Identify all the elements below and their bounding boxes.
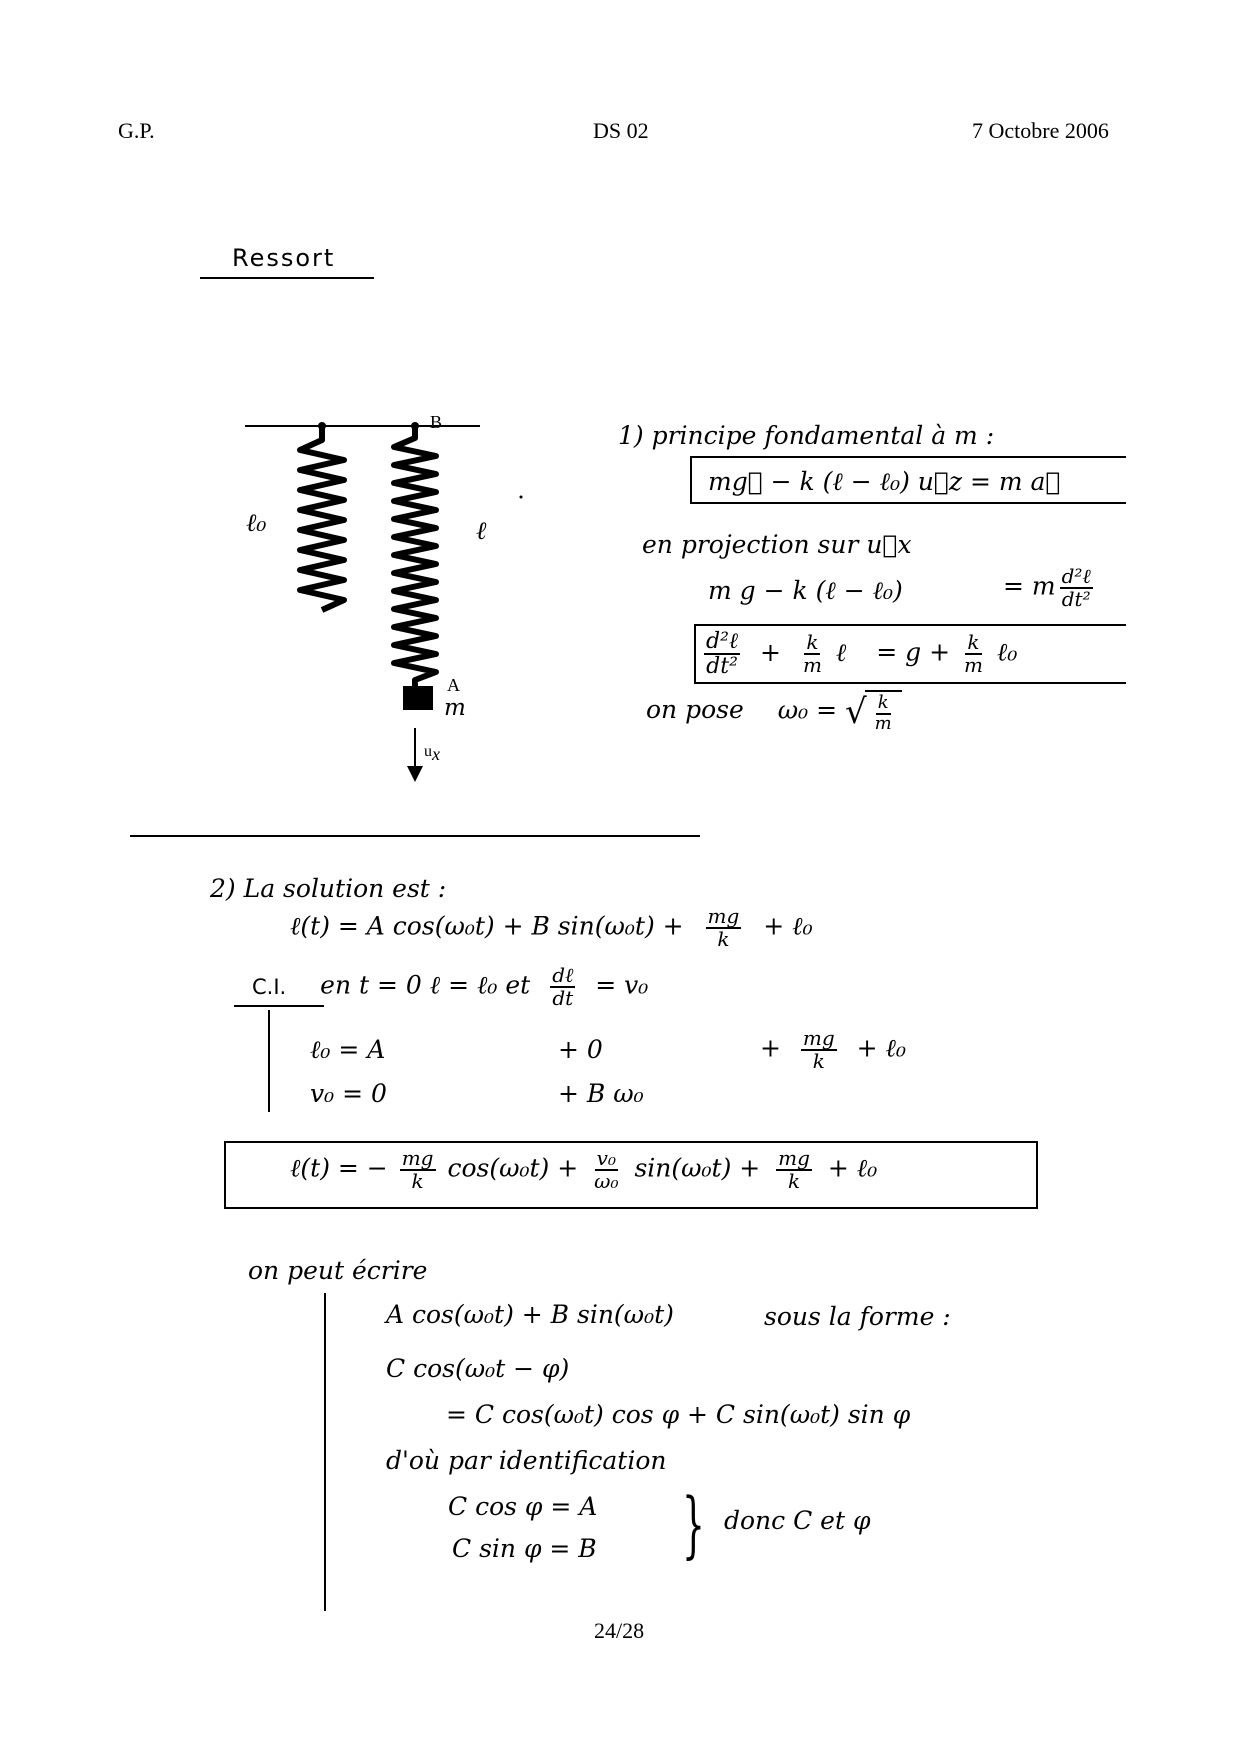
part3-line1: A cos(ω₀t) + B sin(ω₀t) <box>386 1300 674 1329</box>
ci-row2-a: v₀ = 0 <box>310 1079 387 1108</box>
header-center: DS 02 <box>593 118 649 143</box>
system-eq1: C cos φ = A <box>448 1492 598 1521</box>
eq2-right <box>1003 566 1097 610</box>
label-m: m <box>444 695 466 721</box>
ci-row2-b: + B ω₀ <box>558 1079 644 1108</box>
label-l: ℓ <box>476 516 487 545</box>
eq3-d2l: $\frac{\text{d²ℓ}}{\text{dt²}}$ <box>706 629 739 680</box>
label-A: A <box>447 675 460 695</box>
omega-def: on pose ω₀ = √ $\frac{k}{m}$ <box>646 690 902 734</box>
part1-heading: 1) principe fondamental à m : <box>618 421 995 450</box>
label-l0: ℓ₀ <box>246 508 267 537</box>
ci-row1-c: + $\frac{mg}{k}$ + ℓ₀ <box>760 1026 906 1073</box>
solution: ℓ(t) = A cos(ω₀t) + B sin(ω₀t) + $\frac{mg}{k}$ + ℓ₀ <box>290 904 813 951</box>
system-conclusion: donc C et φ <box>724 1506 871 1535</box>
page-number: 24/28 <box>594 1618 645 1643</box>
label-B-tick <box>444 425 480 427</box>
section-separator <box>130 835 700 837</box>
ci-bracket <box>268 1010 270 1112</box>
eq2-left: m g − k (ℓ − ℓ₀) <box>708 576 903 605</box>
solution-frac: $\frac{mg}{k}$ <box>707 904 740 951</box>
eq3-k2-over-m: $\frac{k}{m}$ <box>963 630 983 678</box>
ci-label: C.I. <box>252 974 287 999</box>
eq1: mg⃗ − k (ℓ − ℓ₀) u⃗z = m a⃗ <box>708 467 1061 496</box>
part3-line1-end: sous la forme : <box>764 1302 951 1331</box>
part3-line4: d'où par identification <box>386 1446 667 1475</box>
mass-block <box>403 686 433 710</box>
system-brace: } <box>682 1482 705 1566</box>
spring-rest <box>300 426 344 610</box>
part3-intro: on peut écrire <box>248 1256 428 1285</box>
part3-line2: C cos(ω₀t − φ) <box>386 1354 570 1383</box>
eq2-frac: $\frac{\text{d²ℓ}}{\text{dt²}}$ <box>1061 564 1091 611</box>
part3-line3: = C cos(ω₀t) cos φ + C sin(ω₀t) sin φ <box>446 1400 911 1429</box>
eq3-k-over-m: $\frac{k}{m}$ <box>802 630 822 678</box>
system-eq2: C sin φ = B <box>452 1534 597 1563</box>
ci-row1-a: ℓ₀ = A <box>310 1035 386 1064</box>
eq2-eq: = m <box>1003 571 1056 601</box>
section-title: Ressort <box>232 244 336 272</box>
stray-dot <box>520 496 523 499</box>
spring-stretched <box>394 426 436 688</box>
sqrt: √ $\frac{k}{m}$ <box>845 690 902 734</box>
ci-frac: $\frac{\text{dℓ}}{dt}$ <box>552 963 574 1010</box>
part3-bracket <box>324 1293 326 1611</box>
eq3: $\frac{\text{d²ℓ}}{\text{dt²}}$ + $\frac{k}{m}$ ℓ = g + $\frac{k}{m}$ ℓ₀ <box>706 629 1018 680</box>
part2-heading: 2) La solution est : <box>210 874 447 903</box>
ux-arrow-head <box>407 766 423 782</box>
final-solution: ℓ(t) = − $\frac{mg}{k}$ cos(ω₀t) + $\frac{\text{v₀}}{\text{ω₀}}$ sin(ω₀t) + $\frac{mg}{k}$ + ℓ₀ <box>290 1146 878 1193</box>
header-left: G.P. <box>118 118 155 143</box>
ci-row1-b: + 0 <box>558 1035 603 1064</box>
ci-line: C.I. en t = 0 ℓ = ℓ₀ et $\frac{\text{dℓ}}{dt}$ = v₀ <box>252 963 649 1010</box>
label-B: B <box>430 412 443 432</box>
header-right: 7 Octobre 2006 <box>972 118 1109 143</box>
ci-underline <box>234 1005 324 1007</box>
projection-text: en projection sur u⃗x <box>642 530 912 559</box>
label-ux: $u_x$ <box>424 743 440 765</box>
